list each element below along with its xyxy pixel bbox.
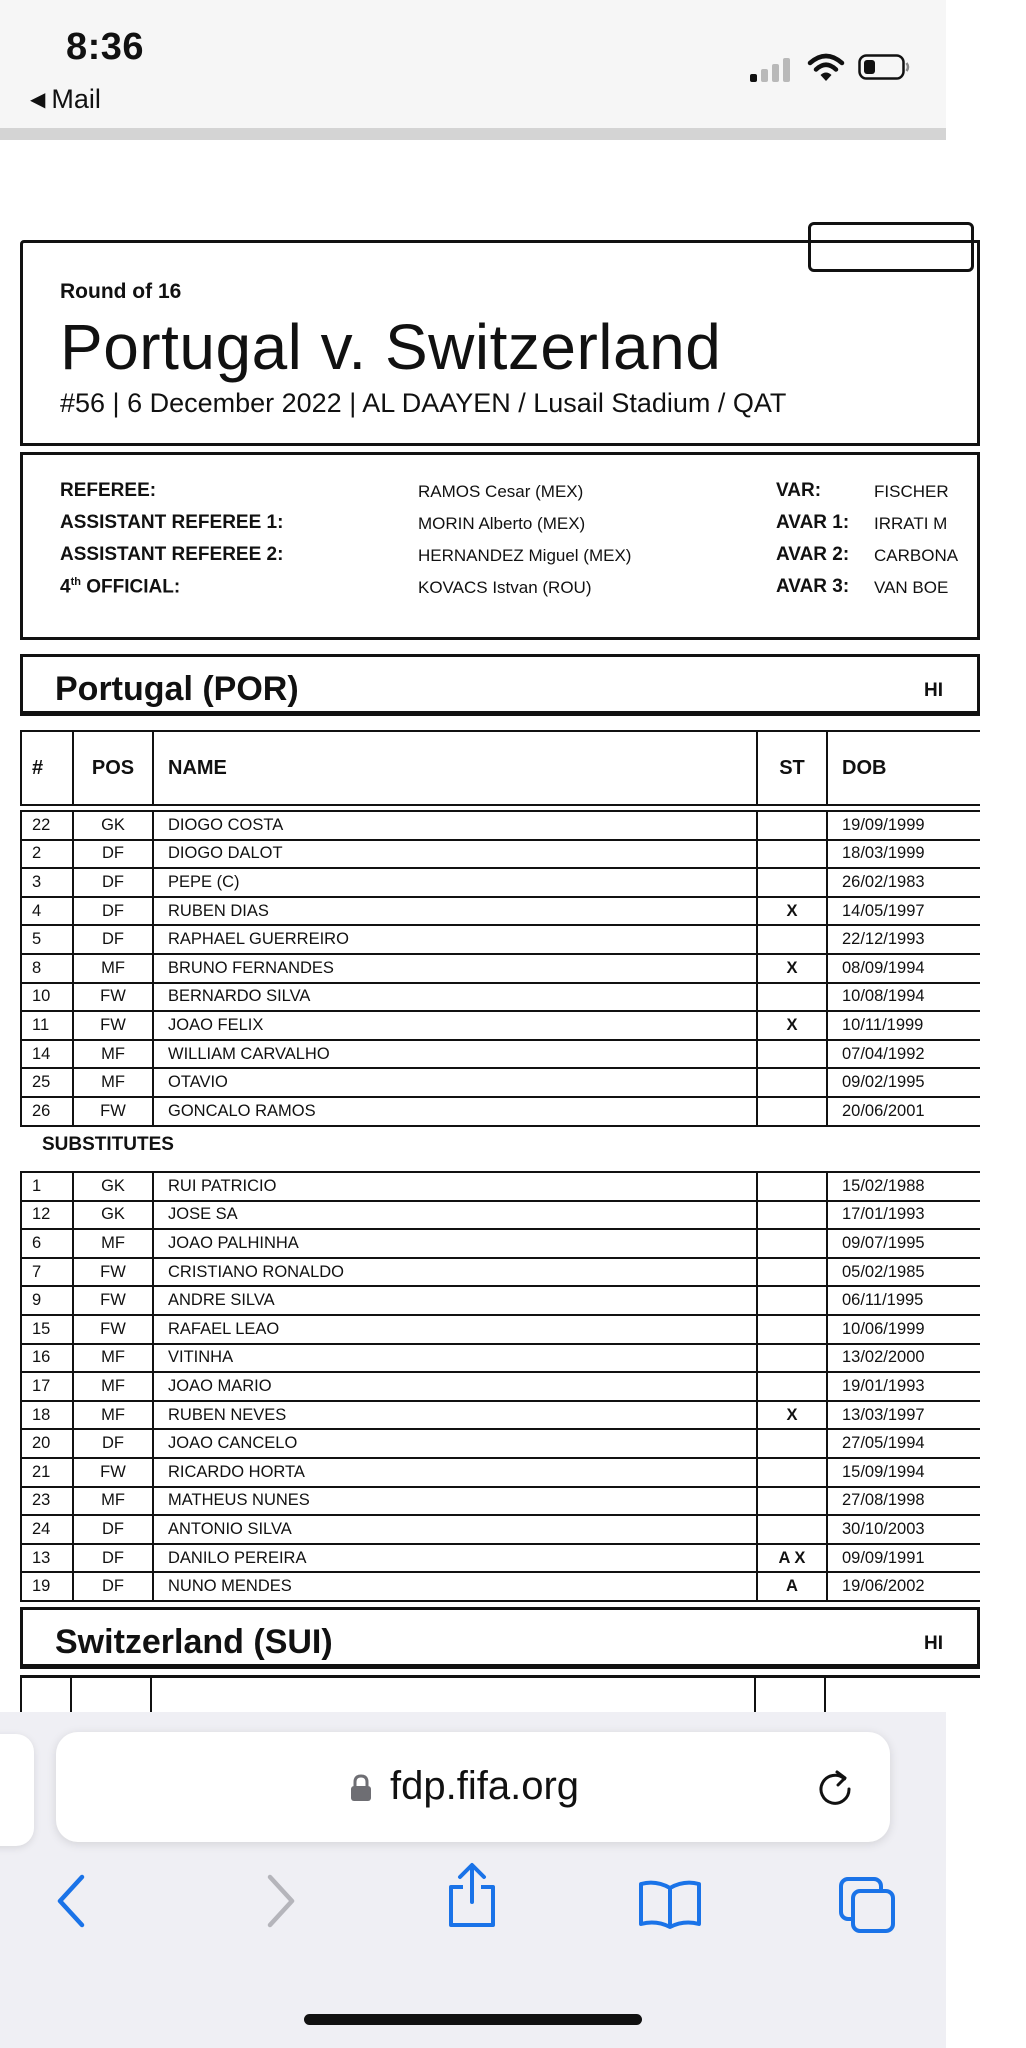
starters-row xyxy=(20,924,980,955)
player-status xyxy=(756,1230,826,1257)
avar-1-label: AVAR 1: xyxy=(776,512,850,533)
player-status xyxy=(756,1173,826,1200)
starters-row xyxy=(20,839,980,870)
url-text[interactable]: fdp.fifa.org xyxy=(390,1764,580,1808)
avar-2-name: CARBONA xyxy=(874,546,959,565)
player-dob: 20/06/2001 xyxy=(826,1098,1026,1125)
col-header-number: # xyxy=(20,732,72,804)
player-name: BERNARDO SILVA xyxy=(152,984,756,1011)
substitutes-row xyxy=(20,1200,980,1231)
player-status xyxy=(756,1488,826,1515)
back-icon[interactable] xyxy=(52,1874,92,1928)
player-name: JOSE SA xyxy=(152,1202,756,1229)
player-number: 23 xyxy=(20,1488,72,1515)
avar-1-name: IRRATI M xyxy=(874,514,948,533)
player-position: DF xyxy=(72,1430,152,1457)
player-position: GK xyxy=(72,1202,152,1229)
player-position: MF xyxy=(72,1230,152,1257)
player-dob: 07/04/1992 xyxy=(826,1041,1026,1068)
starters-row xyxy=(20,896,980,927)
player-dob: 08/09/1994 xyxy=(826,955,1026,982)
player-position: MF xyxy=(72,1488,152,1515)
player-number: 7 xyxy=(20,1259,72,1286)
player-name: RAFAEL LEAO xyxy=(152,1316,756,1343)
substitutes-row xyxy=(20,1228,980,1259)
col-header-st: ST xyxy=(756,732,826,804)
starters-row xyxy=(20,810,980,841)
player-dob: 27/05/1994 xyxy=(826,1430,1026,1457)
var-name: FISCHER xyxy=(874,482,949,501)
player-position: MF xyxy=(72,1402,152,1429)
player-name: BRUNO FERNANDES xyxy=(152,955,756,982)
player-number: 26 xyxy=(20,1098,72,1125)
substitutes-row xyxy=(20,1428,980,1459)
player-number: 2 xyxy=(20,841,72,868)
assistant-referee-1-label: ASSISTANT REFEREE 1: xyxy=(60,512,284,533)
player-position: FW xyxy=(72,984,152,1011)
web-page[interactable] xyxy=(0,140,959,1712)
player-number: 8 xyxy=(20,955,72,982)
player-number: 18 xyxy=(20,1402,72,1429)
player-dob: 17/01/1993 xyxy=(826,1202,1026,1229)
substitutes-row xyxy=(20,1543,980,1574)
match-title: Portugal v. Switzerland xyxy=(60,311,722,383)
player-position: FW xyxy=(72,1012,152,1039)
player-name: RUBEN NEVES xyxy=(152,1402,756,1429)
player-status xyxy=(756,1259,826,1286)
player-name: RAPHAEL GUERREIRO xyxy=(152,926,756,953)
player-position: MF xyxy=(72,1345,152,1372)
player-status: A X xyxy=(756,1545,826,1572)
starters-row xyxy=(20,1039,980,1070)
previous-tab-peek[interactable] xyxy=(0,1734,34,1846)
address-bar[interactable] xyxy=(56,1732,890,1842)
player-dob: 30/10/2003 xyxy=(826,1516,1026,1543)
player-name: DIOGO COSTA xyxy=(152,812,756,839)
player-number: 14 xyxy=(20,1041,72,1068)
switzerland-side-label: HI xyxy=(924,1633,943,1654)
player-status xyxy=(756,1202,826,1229)
player-status xyxy=(756,841,826,868)
player-name: RUBEN DIAS xyxy=(152,898,756,925)
portugal-team-title: Portugal (POR) xyxy=(55,670,299,708)
player-dob: 05/02/1985 xyxy=(826,1259,1026,1286)
player-status: X xyxy=(756,955,826,982)
player-number: 12 xyxy=(20,1202,72,1229)
player-number: 4 xyxy=(20,898,72,925)
player-position: FW xyxy=(72,1098,152,1125)
back-to-mail-link[interactable] xyxy=(30,84,101,115)
assistant-referee-2-label: ASSISTANT REFEREE 2: xyxy=(60,544,284,565)
switzerland-team-title: Switzerland (SUI) xyxy=(55,1623,333,1661)
avar-3-label: AVAR 3: xyxy=(776,576,850,597)
player-status: X xyxy=(756,898,826,925)
player-dob: 15/02/1988 xyxy=(826,1173,1026,1200)
player-name: DANILO PEREIRA xyxy=(152,1545,756,1572)
wifi-icon xyxy=(808,52,844,84)
player-number: 19 xyxy=(20,1573,72,1600)
referee-name: RAMOS Cesar (MEX) xyxy=(418,482,584,501)
status-bar xyxy=(0,0,946,128)
roster-header-row xyxy=(20,730,980,806)
starters-row xyxy=(20,1096,980,1127)
player-name: JOAO PALHINHA xyxy=(152,1230,756,1257)
player-status xyxy=(756,1069,826,1096)
player-name: RICARDO HORTA xyxy=(152,1459,756,1486)
player-number: 25 xyxy=(20,1069,72,1096)
player-name: VITINHA xyxy=(152,1345,756,1372)
home-indicator[interactable] xyxy=(304,2014,642,2025)
bookmarks-icon[interactable] xyxy=(638,1880,702,1930)
player-position: MF xyxy=(72,1041,152,1068)
substitutes-label: SUBSTITUTES xyxy=(42,1134,174,1155)
substitutes-row xyxy=(20,1457,980,1488)
share-icon[interactable] xyxy=(444,1862,500,1928)
player-position: MF xyxy=(72,1373,152,1400)
col-header-dob: DOB xyxy=(826,732,1026,804)
player-number: 22 xyxy=(20,812,72,839)
player-status xyxy=(756,1430,826,1457)
player-dob: 27/08/1998 xyxy=(826,1488,1026,1515)
reload-icon[interactable] xyxy=(814,1768,856,1810)
substitutes-row xyxy=(20,1343,980,1374)
player-position: DF xyxy=(72,869,152,896)
player-name: GONCALO RAMOS xyxy=(152,1098,756,1125)
back-to-mail-label: Mail xyxy=(51,84,101,114)
player-name: OTAVIO xyxy=(152,1069,756,1096)
avar-3-name: VAN BOE xyxy=(874,578,949,597)
substitutes-row xyxy=(20,1371,980,1402)
player-name: ANDRE SILVA xyxy=(152,1287,756,1314)
tabs-icon[interactable] xyxy=(838,1876,898,1934)
player-status xyxy=(756,1345,826,1372)
substitutes-row xyxy=(20,1400,980,1431)
safari-toolbar xyxy=(0,1712,946,2048)
player-status xyxy=(756,984,826,1011)
fourth-official-name: KOVACS Istvan (ROU) xyxy=(418,578,592,597)
player-number: 16 xyxy=(20,1345,72,1372)
player-dob: 14/05/1997 xyxy=(826,898,1026,925)
player-name: WILLIAM CARVALHO xyxy=(152,1041,756,1068)
player-dob: 13/02/2000 xyxy=(826,1345,1026,1372)
player-number: 24 xyxy=(20,1516,72,1543)
player-status xyxy=(756,1516,826,1543)
player-position: GK xyxy=(72,1173,152,1200)
player-position: FW xyxy=(72,1316,152,1343)
player-name: CRISTIANO RONALDO xyxy=(152,1259,756,1286)
player-name: JOAO FELIX xyxy=(152,1012,756,1039)
player-dob: 10/06/1999 xyxy=(826,1316,1026,1343)
player-name: JOAO CANCELO xyxy=(152,1430,756,1457)
substitutes-row xyxy=(20,1257,980,1288)
forward-icon[interactable] xyxy=(260,1874,300,1928)
player-position: MF xyxy=(72,1069,152,1096)
player-dob: 13/03/1997 xyxy=(826,1402,1026,1429)
player-status xyxy=(756,1459,826,1486)
starters-row xyxy=(20,1067,980,1098)
player-dob: 22/12/1993 xyxy=(826,926,1026,953)
player-position: MF xyxy=(72,955,152,982)
status-time: 8:36 xyxy=(66,26,145,68)
player-dob: 19/09/1999 xyxy=(826,812,1026,839)
player-position: FW xyxy=(72,1259,152,1286)
player-status xyxy=(756,926,826,953)
var-label: VAR: xyxy=(776,480,822,501)
player-number: 9 xyxy=(20,1287,72,1314)
player-status: X xyxy=(756,1012,826,1039)
player-name: ANTONIO SILVA xyxy=(152,1516,756,1543)
player-number: 21 xyxy=(20,1459,72,1486)
player-status xyxy=(756,1373,826,1400)
assistant-referee-1-name: MORIN Alberto (MEX) xyxy=(418,514,586,533)
player-dob: 18/03/1999 xyxy=(826,841,1026,868)
player-name: MATHEUS NUNES xyxy=(152,1488,756,1515)
player-status: X xyxy=(756,1402,826,1429)
player-dob: 19/01/1993 xyxy=(826,1373,1026,1400)
player-number: 1 xyxy=(20,1173,72,1200)
player-position: FW xyxy=(72,1287,152,1314)
back-triangle-icon: ◀ xyxy=(30,89,46,111)
portugal-side-label: HI xyxy=(924,680,943,701)
substitutes-row xyxy=(20,1285,980,1316)
player-dob: 06/11/1995 xyxy=(826,1287,1026,1314)
player-number: 3 xyxy=(20,869,72,896)
player-dob: 26/02/1983 xyxy=(826,869,1026,896)
player-position: DF xyxy=(72,1573,152,1600)
substitutes-row xyxy=(20,1514,980,1545)
player-position: DF xyxy=(72,1545,152,1572)
player-dob: 09/09/1991 xyxy=(826,1545,1026,1572)
player-status xyxy=(756,1287,826,1314)
player-name: NUNO MENDES xyxy=(152,1573,756,1600)
player-status xyxy=(756,1098,826,1125)
player-number: 17 xyxy=(20,1373,72,1400)
player-position: GK xyxy=(72,812,152,839)
player-position: DF xyxy=(72,841,152,868)
player-dob: 19/06/2002 xyxy=(826,1573,1026,1600)
player-name: JOAO MARIO xyxy=(152,1373,756,1400)
substitutes-row xyxy=(20,1314,980,1345)
player-dob: 10/08/1994 xyxy=(826,984,1026,1011)
player-dob: 15/09/1994 xyxy=(826,1459,1026,1486)
substitutes-row xyxy=(20,1571,980,1602)
player-name: DIOGO DALOT xyxy=(152,841,756,868)
starters-row xyxy=(20,982,980,1013)
substitutes-row xyxy=(20,1171,980,1202)
player-name: PEPE (C) xyxy=(152,869,756,896)
player-dob: 09/02/1995 xyxy=(826,1069,1026,1096)
player-position: DF xyxy=(72,1516,152,1543)
player-number: 11 xyxy=(20,1012,72,1039)
assistant-referee-2-name: HERNANDEZ Miguel (MEX) xyxy=(418,546,632,565)
player-number: 13 xyxy=(20,1545,72,1572)
player-position: DF xyxy=(72,926,152,953)
starters-row xyxy=(20,867,980,898)
player-dob: 09/07/1995 xyxy=(826,1230,1026,1257)
match-info: #56 | 6 December 2022 | AL DAAYEN / Lusail Stadium / QAT xyxy=(60,388,787,418)
starters-row xyxy=(20,953,980,984)
player-status xyxy=(756,812,826,839)
player-number: 20 xyxy=(20,1430,72,1457)
player-dob: 10/11/1999 xyxy=(826,1012,1026,1039)
player-position: DF xyxy=(72,898,152,925)
col-header-pos: POS xyxy=(72,732,152,804)
player-status xyxy=(756,869,826,896)
avar-2-label: AVAR 2: xyxy=(776,544,850,565)
cellular-signal-icon xyxy=(750,58,792,82)
fourth-official-label: 4th OFFICIAL: xyxy=(60,576,181,598)
player-number: 5 xyxy=(20,926,72,953)
battery-icon xyxy=(858,54,910,80)
status-divider xyxy=(0,128,946,140)
player-number: 15 xyxy=(20,1316,72,1343)
starters-row xyxy=(20,1010,980,1041)
player-status: A xyxy=(756,1573,826,1600)
col-header-name: NAME xyxy=(152,732,756,804)
player-status xyxy=(756,1041,826,1068)
lock-icon xyxy=(350,1774,372,1802)
player-status xyxy=(756,1316,826,1343)
player-name: RUI PATRICIO xyxy=(152,1173,756,1200)
player-number: 10 xyxy=(20,984,72,1011)
substitutes-row xyxy=(20,1486,980,1517)
player-number: 6 xyxy=(20,1230,72,1257)
round-label: Round of 16 xyxy=(60,280,182,303)
player-position: FW xyxy=(72,1459,152,1486)
referee-label: REFEREE: xyxy=(60,480,157,501)
